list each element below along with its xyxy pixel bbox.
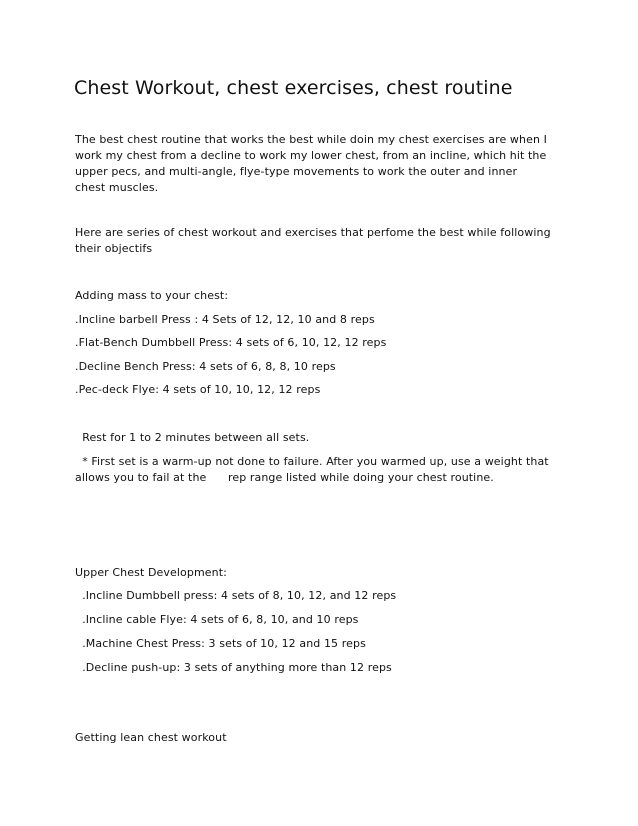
series-line: their objectifs: [75, 242, 153, 255]
upper-item: .Decline push-up: 3 sets of anything more than 12 reps: [75, 661, 392, 674]
upper-heading: Upper Chest Development:: [75, 566, 227, 579]
mass-item: .Flat-Bench Dumbbell Press: 4 sets of 6, 10, 12, 12 reps: [75, 336, 387, 349]
rest-note: Rest for 1 to 2 minutes between all sets.: [75, 431, 310, 444]
intro-line: chest muscles.: [75, 181, 159, 194]
intro-line: upper pecs, and multi-angle, flye-type movements to work the outer and inner: [75, 165, 518, 178]
upper-item: .Machine Chest Press: 3 sets of 10, 12 and 15 reps: [75, 637, 366, 650]
intro-line: work my chest from a decline to work my lower chest, from an incline, which hit the: [75, 149, 547, 162]
upper-item: .Incline cable Flye: 4 sets of 6, 8, 10, and 10 reps: [75, 613, 359, 626]
intro-line: The best chest routine that works the best while doin my chest exercises are when I: [75, 133, 547, 146]
series-line: Here are series of chest workout and exercises that perfome the best while following: [75, 226, 551, 239]
upper-item: .Incline Dumbbell press: 4 sets of 8, 10, 12, and 12 reps: [75, 589, 397, 602]
page-title: Chest Workout, chest exercises, chest routine: [74, 77, 513, 99]
mass-item: .Incline barbell Press : 4 Sets of 12, 12, 10 and 8 reps: [75, 313, 375, 326]
mass-heading: Adding mass to your chest:: [75, 289, 229, 302]
lean-heading: Getting lean chest workout: [75, 731, 227, 744]
mass-item: .Pec-deck Flye: 4 sets of 10, 10, 12, 12 reps: [75, 383, 321, 396]
first-set-line: allows you to fail at the rep range listed while doing your chest routine.: [75, 471, 494, 484]
mass-item: .Decline Bench Press: 4 sets of 6, 8, 8, 10 reps: [75, 360, 336, 373]
first-set-line: * First set is a warm-up not done to failure. After you warmed up, use a weight that: [75, 455, 549, 468]
